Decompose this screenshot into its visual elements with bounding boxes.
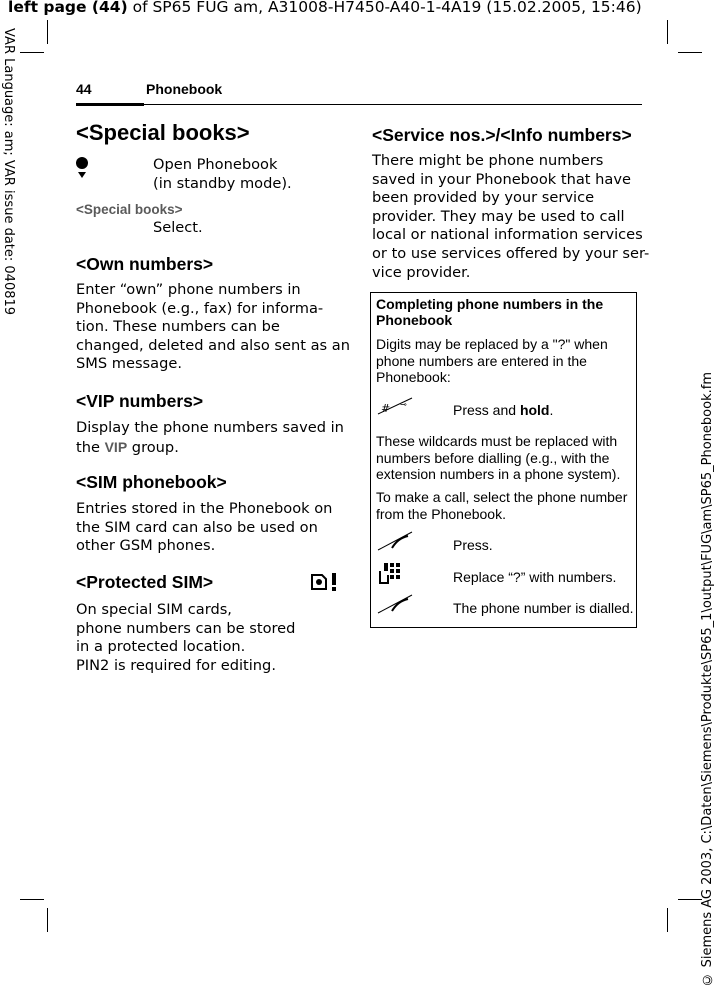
keypad-icon — [376, 561, 406, 587]
text-service-numbers: There might be phone numbers saved in your Phonebook that have been provided by your service provider. They may be used to call local or national information services or to use services offered by your ser- vice provider. — [372, 152, 650, 281]
sim-card-warning-icon — [308, 570, 342, 594]
crop-mark — [47, 20, 48, 44]
press-instruction: Press. — [453, 537, 493, 553]
heading-vip-numbers: <VIP numbers> — [76, 391, 204, 411]
crop-mark — [20, 899, 44, 900]
dialled-instruction: The phone number is dialled. — [453, 600, 634, 616]
page-title: Phonebook — [146, 81, 223, 97]
call-key-icon — [376, 593, 416, 617]
info-box-intro: Digits may be replaced by a "?" when phone numbers are entered in the Phonebook: — [376, 336, 608, 385]
display-name-special-books: <Special books> — [76, 202, 183, 217]
call-key-icon — [376, 530, 416, 554]
step-open-phonebook: Open Phonebook (in standby mode). — [153, 156, 292, 192]
step-select: Select. — [153, 219, 203, 236]
heading-sim-phonebook: <SIM phonebook> — [76, 472, 227, 492]
replace-instruction: Replace “?” with numbers. — [453, 569, 617, 585]
hold-instruction: Press and hold. — [453, 402, 554, 418]
side-right-text: © Siemens AG 2003, C:\Daten\Siemens\Produkte\SP65_1\output\FUG\am\SP65_Phonebook.fm — [700, 372, 715, 987]
header-rule-thick — [76, 103, 144, 106]
text-protected-sim: On special SIM cards, phone numbers can be stored in a protected location. PIN2 is required for editing. — [76, 601, 296, 674]
svg-text:#: # — [381, 402, 391, 415]
navigation-key-down-icon — [76, 156, 94, 182]
heading-own-numbers: <Own numbers> — [76, 254, 214, 274]
crop-mark — [678, 899, 702, 900]
side-left-text: VAR Language: am; VAR issue date: 040819 — [1, 28, 16, 316]
crop-mark — [667, 20, 668, 44]
text-own-numbers: Enter “own” phone numbers in Phonebook (e.g., fax) for informa- tion. These numbers can be changed, deleted and also sent as an SMS message. — [76, 281, 350, 373]
text-vip-numbers: Display the phone numbers saved in the VIP group. — [76, 419, 344, 456]
crop-mark — [678, 52, 702, 53]
crop-mark — [667, 908, 668, 932]
make-call-note: To make a call, select the phone number from the Phonebook. — [376, 489, 628, 522]
crop-mark — [20, 52, 44, 53]
section-title: <Special books> — [76, 120, 250, 145]
heading-service-numbers: <Service nos.>/<Info numbers> — [372, 125, 632, 145]
page-number: 44 — [76, 81, 92, 97]
heading-protected-sim: <Protected SIM> — [76, 572, 214, 592]
header-rule — [76, 104, 642, 105]
wildcard-note: These wildcards must be replaced with numbers before dialling (e.g., with the extension numbers in a phone system). — [376, 433, 621, 482]
svg-text:⊸: ⊸ — [400, 400, 407, 409]
hash-key-icon — [376, 396, 416, 418]
crop-mark — [47, 908, 48, 932]
info-box-title: Completing phone numbers in the Phonebook — [376, 296, 604, 328]
print-header: left page (44) of SP65 FUG am, A31008-H7450-A40-1-4A19 (15.02.2005, 15:46) — [8, 0, 642, 16]
text-sim-phonebook: Entries stored in the Phonebook on the SIM card can also be used on other GSM phones. — [76, 500, 333, 555]
